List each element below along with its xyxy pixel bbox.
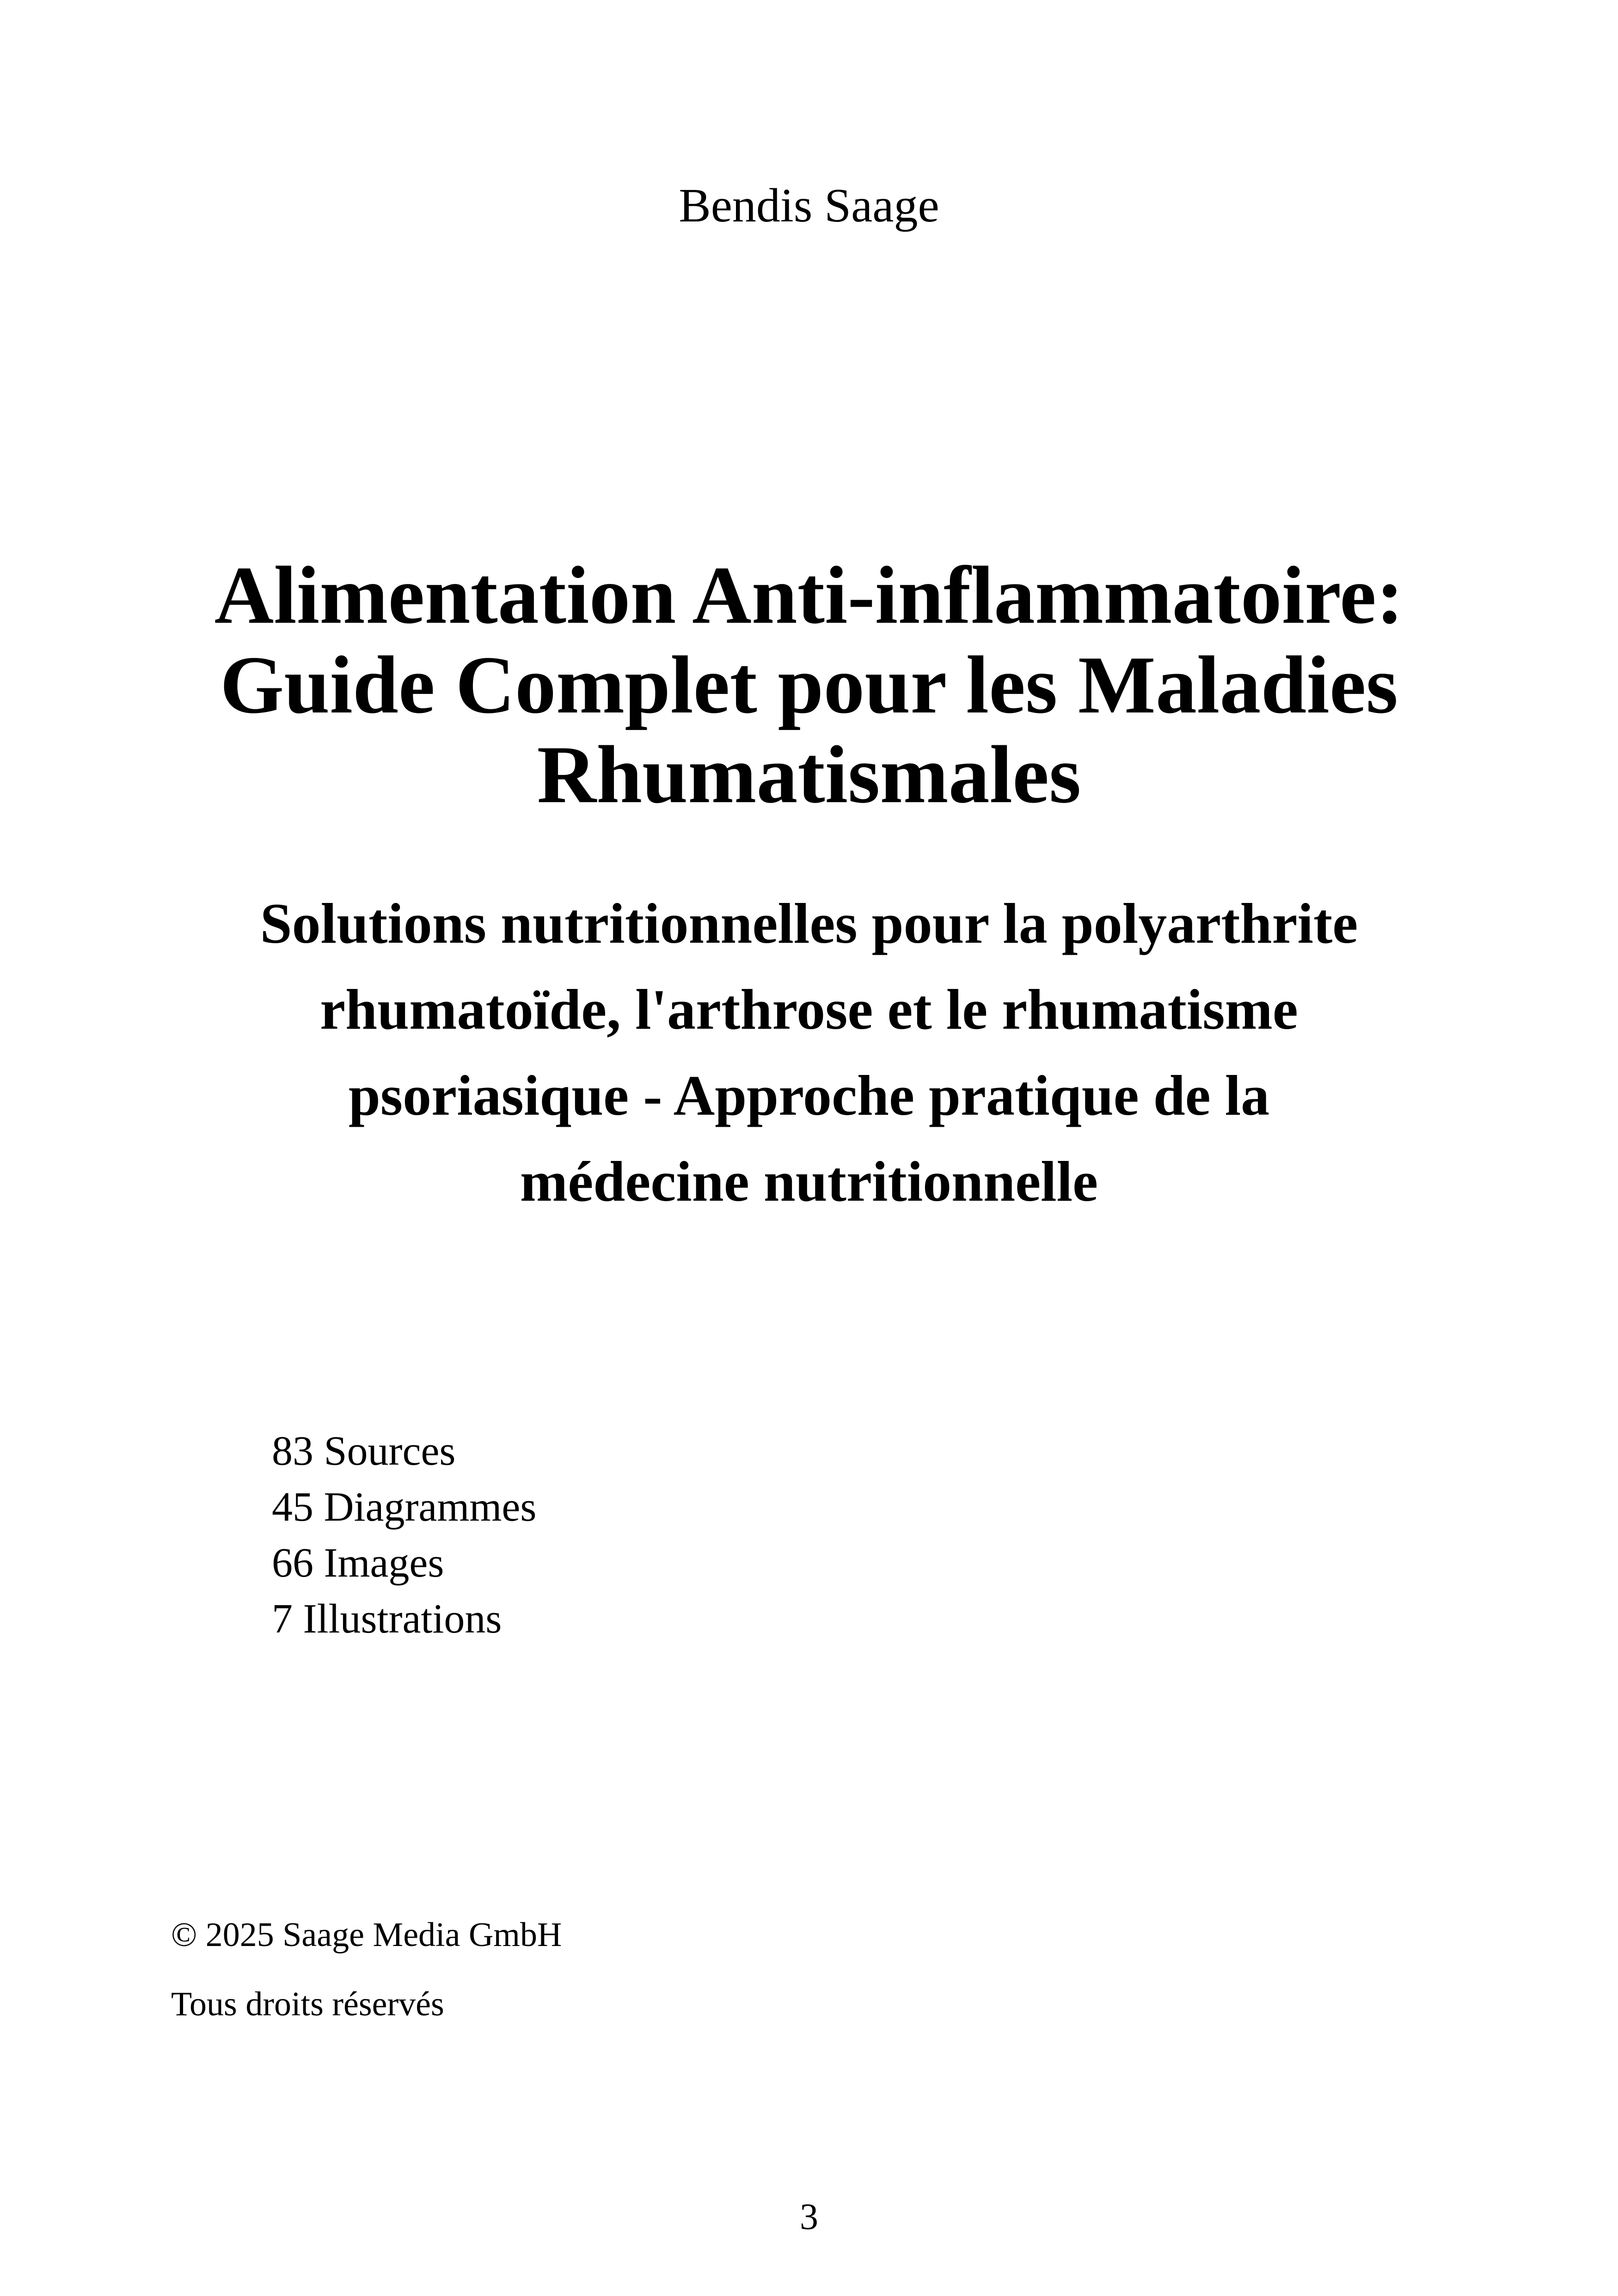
book-title-line: Rhumatismales — [537, 729, 1081, 820]
stat-diagrams: 45 Diagrammes — [272, 1484, 537, 1530]
page-number: 3 — [800, 2197, 818, 2237]
book-title-line: Guide Complet pour les Maladies — [220, 639, 1398, 731]
content-stats-list — [272, 1423, 536, 1647]
stat-images: 66 Images — [272, 1540, 444, 1586]
book-title-line: Alimentation Anti-inflammatoire: — [214, 549, 1404, 641]
book-subtitle — [139, 881, 1479, 1225]
book-subtitle-line: rhumatoïde, l'arthrose et le rhumatisme — [320, 978, 1298, 1041]
stat-illustrations: 7 Illustrations — [272, 1596, 502, 1642]
book-subtitle-line: Solutions nutritionnelles pour la polyarthrite — [260, 892, 1358, 955]
author-name: Bendis Saage — [679, 179, 939, 232]
book-subtitle-line: médecine nutritionnelle — [520, 1150, 1098, 1213]
book-title — [139, 550, 1479, 819]
stat-sources: 83 Sources — [272, 1428, 456, 1474]
copyright-notice: © 2025 Saage Media GmbH — [171, 1916, 562, 1954]
rights-notice: Tous droits réservés — [171, 1985, 444, 2023]
book-subtitle-line: psoriasique - Approche pratique de la — [348, 1064, 1270, 1127]
